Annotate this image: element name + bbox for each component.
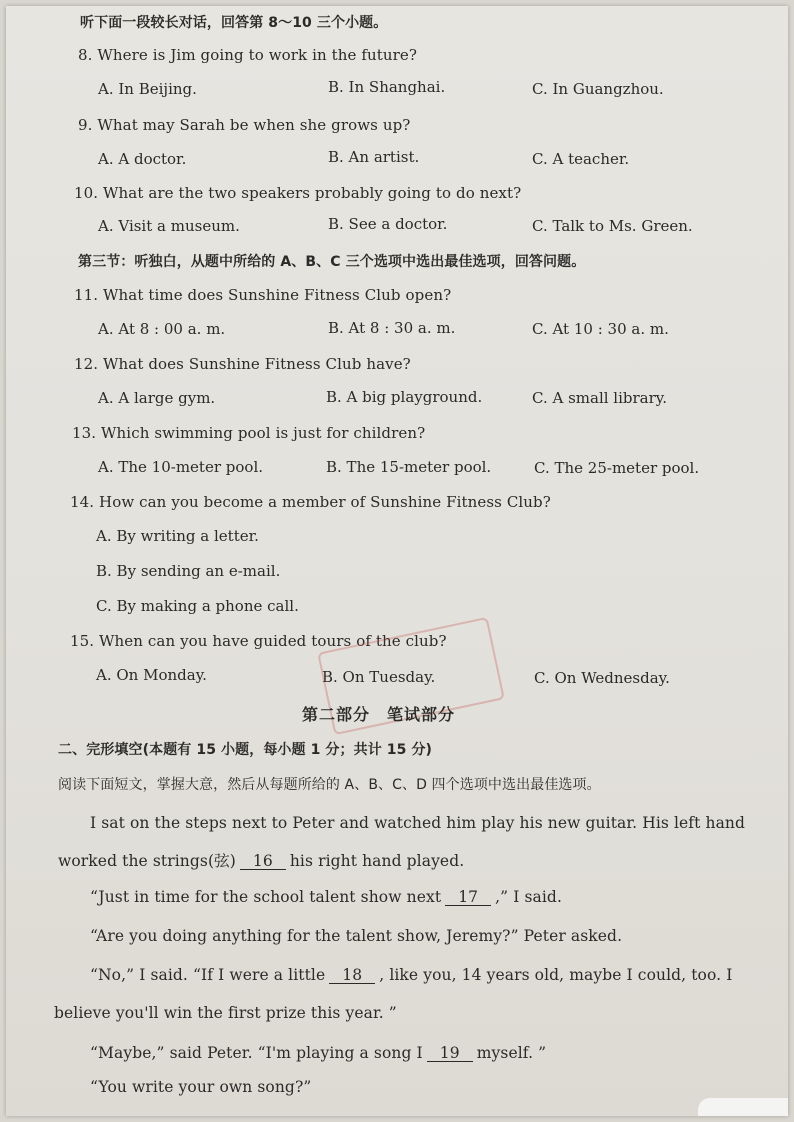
q9-option-c: C. A teacher.	[532, 150, 630, 168]
q9-option-b: B. An artist.	[328, 148, 420, 166]
passage-text: worked the strings(弦)	[58, 852, 236, 870]
q15-option-c: C. On Wednesday.	[534, 669, 670, 687]
page-corner	[698, 1098, 788, 1116]
blank-16: 16	[240, 853, 286, 870]
q10-option-c: C. Talk to Ms. Green.	[532, 217, 693, 235]
q11-option-b: B. At 8 : 30 a. m.	[328, 319, 456, 337]
passage-line-8: “You write your own song?”	[90, 1078, 312, 1096]
question-9: 9. What may Sarah be when she grows up?	[78, 116, 411, 134]
passage-line-6: believe you'll win the first prize this year. ”	[54, 1004, 397, 1022]
q8-option-b: B. In Shanghai.	[328, 78, 446, 96]
q13-option-c: C. The 25-meter pool.	[534, 459, 700, 477]
passage-line-5	[90, 966, 732, 984]
passage-line-3	[90, 888, 562, 906]
passage-line-2	[58, 849, 464, 871]
q15-option-b: B. On Tuesday.	[322, 668, 436, 686]
question-14: 14. How can you become a member of Sunshine Fitness Club?	[70, 493, 551, 511]
q10-option-b: B. See a doctor.	[328, 215, 448, 233]
cloze-instruction: 阅读下面短文，掌握大意，然后从每题所给的 A、B、C、D 四个选项中选出最佳选项。	[58, 777, 601, 793]
question-15: 15. When can you have guided tours of the club?	[70, 632, 447, 650]
question-13: 13. Which swimming pool is just for children?	[72, 424, 426, 442]
section-listening-long: 听下面一段较长对话，回答第 8～10 三个小题。	[80, 15, 388, 31]
passage-line-4: “Are you doing anything for the talent show, Jeremy?” Peter asked.	[90, 927, 623, 945]
q8-option-c: C. In Guangzhou.	[532, 80, 664, 98]
blank-19: 19	[427, 1045, 473, 1062]
part-2-title: 第二部分 笔试部分	[302, 705, 456, 724]
q9-option-a: A. A doctor.	[98, 150, 187, 168]
blank-17: 17	[445, 889, 491, 906]
passage-text: ,” I said.	[495, 888, 562, 906]
question-8: 8. Where is Jim going to work in the future?	[78, 46, 418, 64]
passage-text: “Maybe,” said Peter. “I'm playing a song I	[90, 1044, 423, 1062]
q11-option-c: C. At 10 : 30 a. m.	[532, 320, 669, 338]
q14-option-c: C. By making a phone call.	[96, 597, 299, 615]
passage-text: his right hand played.	[289, 852, 465, 870]
q12-option-b: B. A big playground.	[326, 388, 483, 406]
passage-text: “Just in time for the school talent show next	[90, 888, 442, 906]
passage-line-1: I sat on the steps next to Peter and watched him play his new guitar. His left hand	[90, 814, 746, 832]
q14-option-b: B. By sending an e-mail.	[96, 562, 281, 580]
question-12: 12. What does Sunshine Fitness Club have?	[74, 355, 411, 373]
q14-option-a: A. By writing a letter.	[96, 527, 259, 545]
question-11: 11. What time does Sunshine Fitness Club open?	[74, 286, 452, 304]
cloze-heading: 二、完形填空(本题有 15 小题，每小题 1 分；共计 15 分)	[58, 742, 433, 758]
exam-page	[6, 6, 788, 1116]
q13-option-a: A. The 10-meter pool.	[98, 458, 264, 476]
q8-option-a: A. In Beijing.	[98, 80, 197, 98]
q12-option-a: A. A large gym.	[98, 389, 216, 407]
q10-option-a: A. Visit a museum.	[98, 217, 240, 235]
passage-line-7	[90, 1044, 546, 1062]
passage-text: “No,” I said. “If I were a little	[90, 966, 326, 984]
q15-option-a: A. On Monday.	[96, 666, 207, 684]
passage-text: myself. ”	[476, 1044, 547, 1062]
q12-option-c: C. A small library.	[532, 389, 668, 407]
q11-option-a: A. At 8 : 00 a. m.	[98, 320, 226, 338]
question-10: 10. What are the two speakers probably going to do next?	[74, 184, 522, 202]
passage-text: , like you, 14 years old, maybe I could, too. I	[379, 966, 733, 984]
section-3-instruction: 第三节：听独白，从题中所给的 A、B、C 三个选项中选出最佳选项，回答问题。	[78, 254, 586, 270]
blank-18: 18	[329, 967, 375, 984]
q13-option-b: B. The 15-meter pool.	[326, 458, 492, 476]
